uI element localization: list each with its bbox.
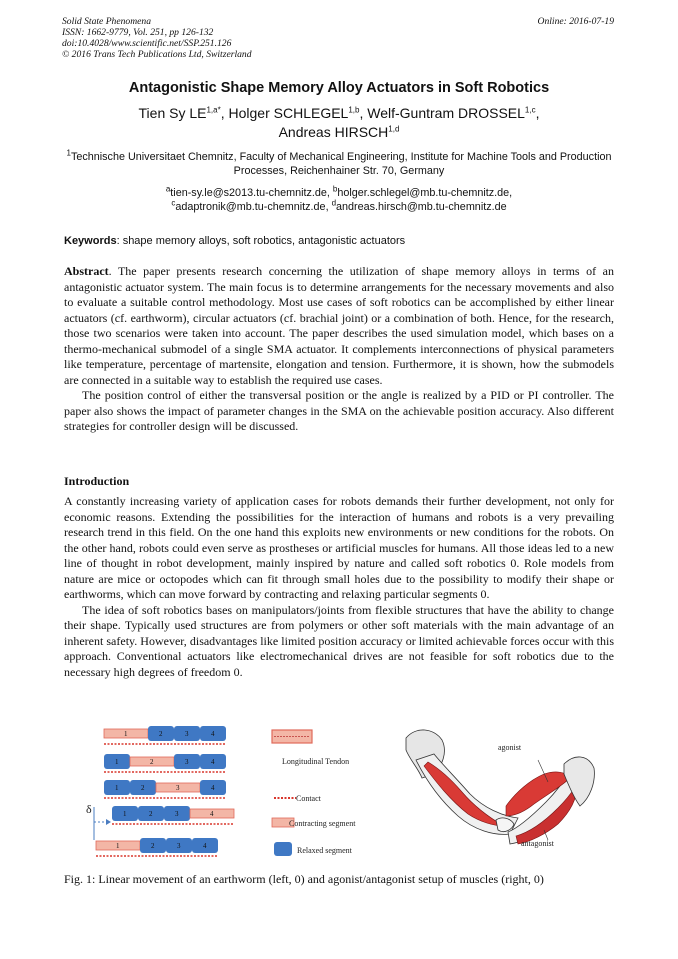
intro-paragraph: The idea of soft robotics bases on manipulators/joints from flexible structures that have the ability to change their shape. Typically used structures are from polymers or other soft materials with the main advantage of an inherent safety. However, disadvantages like limited position accuracy or limited achievable forces occur with this approach. Conventional actuators like electromechanical drives are not feasible for soft robotics due to the necessary high degrees of freedom 0. <box>64 602 614 679</box>
segment-number: 1 <box>115 758 119 766</box>
affiliation <box>62 150 616 178</box>
segment-number: 4 <box>210 810 214 818</box>
segment-number: 4 <box>203 842 207 850</box>
segment-number: 1 <box>123 810 127 818</box>
author-separator: , <box>220 105 229 121</box>
segment-number: 3 <box>176 784 180 792</box>
email-mark: d <box>331 198 337 208</box>
journal-info <box>62 16 252 60</box>
abstract-paragraph: The position control of either the transversal position or the angle is realized by a PID or PI controller. The paper also shows the impact of parameter changes in the SMA on the achievable position accuracy. Also different strategies for controller design will be discussed. <box>64 388 614 433</box>
online-date: Online: 2016-07-19 <box>537 16 614 27</box>
keywords <box>64 235 405 247</box>
segment-number: 4 <box>211 784 215 792</box>
agonist-label: agonist <box>498 743 522 752</box>
arm-muscle-figure <box>398 720 598 860</box>
introduction-body <box>64 494 614 680</box>
segment-number: 2 <box>151 842 155 850</box>
keywords-text: : shape memory alloys, soft robotics, antagonistic actuators <box>116 235 406 247</box>
author-list <box>70 104 608 142</box>
email-mark: a <box>165 184 171 194</box>
author-emails <box>62 186 616 214</box>
figure-legend <box>272 730 356 856</box>
email-address[interactable]: holger.schlegel@mb.tu-chemnitz.de, <box>337 187 513 199</box>
abstract-text: . The paper presents research concerning the utilization of shape memory alloys in terms of an antagonistic actuator system. The main focus is to determine arrangements for the necessary movements and also to evaluate a suitable control methodology. Most use cases of soft robotics can be accomplished by either linear actuators (cf. earthworm), circular actuators (cf. brachial joint) or a combination of both. Hence, for the research, those two scenarios were taken into account. The paper describes the used simulation model, which bases on a thermo-mechanical submodel of a single SMA actuator. It complements interconnections of physical parameters like temperature, percentage of martensite, elongation and tension. Furthermore, it is shown, how the submodels are connected in a suitable way to establish the required use cases. <box>64 264 614 387</box>
legend-tendon-line: Longitudinal Tendon <box>282 757 350 766</box>
author-affiliation-mark: 1,b <box>348 105 360 115</box>
email-address[interactable]: andreas.hirsch@mb.tu-chemnitz.de <box>336 201 507 213</box>
abstract-paragraph <box>64 264 614 388</box>
legend-contact-label: Contact <box>296 794 321 803</box>
legend-contracting-label: Contracting segment <box>289 819 356 828</box>
intro-paragraph: A constantly increasing variety of application cases for robots demands their further development, not only for economic reasons. Extending the possibilities for the interaction of humans and robots is a very prevailing research trend in this field. On the one hand this exploits new environments or new conditions for the robots. On the other hand, robots could even serve as prostheses or artificial muscles for humans. All those ideas led to a new line of thought in robot development, mainly inspired by nature and called soft robotics 0. Role models from nature are mice or octopodes which can fit through small holes due to the possibility to modify their shape or earthworms, which can move forward by contracting and relaxing particular segments 0. <box>64 494 614 601</box>
author-separator: , <box>535 105 540 121</box>
segment-number: 3 <box>177 842 181 850</box>
segment-number: 2 <box>159 730 163 738</box>
journal-name: Solid State Phenomena <box>62 16 151 27</box>
author-name: Holger SCHLEGEL <box>228 105 349 121</box>
earthworm-figure <box>84 722 384 868</box>
affiliation-text: Technische Universitaet Chemnitz, Faculty of Mechanical Engineering, Institute for Machine Tools and Production Processes, Reichenhainer Str. 70, Germany <box>70 151 612 177</box>
keywords-label: Keywords <box>64 235 117 247</box>
paper-title: Antagonistic Shape Memory Alloy Actuators in Soft Robotics <box>128 80 550 96</box>
abstract <box>64 264 614 435</box>
earthworm-rows <box>96 726 234 856</box>
segment-number: 2 <box>150 758 154 766</box>
journal-issn: ISSN: 1662-9779, Vol. 251, pp 126-132 <box>62 27 214 38</box>
author-affiliation-mark: 1,a* <box>206 105 221 115</box>
author-separator: , <box>359 105 368 121</box>
segment-number: 1 <box>116 842 120 850</box>
affiliation-mark: 1 <box>66 148 71 158</box>
author-name: Andreas HIRSCH <box>278 124 389 140</box>
legend-relaxed-label: Relaxed segment <box>297 846 352 855</box>
figure-caption: Fig. 1: Linear movement of an earthworm (left, 0) and agonist/antagonist setup of muscles (right, 0) <box>64 872 544 886</box>
journal-doi: doi:10.4028/www.scientific.net/SSP.251.126 <box>62 38 232 49</box>
segment-number: 4 <box>211 758 215 766</box>
segment-number: 1 <box>124 730 128 738</box>
segment-number: 1 <box>115 784 119 792</box>
delta-marker <box>86 802 111 840</box>
segment-number: 3 <box>175 810 179 818</box>
segment-number: 3 <box>185 758 189 766</box>
author-affiliation-mark: 1,d <box>388 124 400 134</box>
section-heading: Introduction <box>64 474 130 488</box>
segment-number: 3 <box>185 730 189 738</box>
segment-number: 4 <box>211 730 215 738</box>
email-mark: c <box>171 198 176 208</box>
legend-relaxed-swatch <box>274 842 292 856</box>
antagonist-label: antagonist <box>521 839 554 848</box>
legend-tendon-label <box>282 757 349 766</box>
author-affiliation-mark: 1,c <box>524 105 536 115</box>
email-address[interactable]: tien-sy.le@s2013.tu-chemnitz.de, <box>170 187 333 199</box>
email-mark: b <box>332 184 338 194</box>
author-name: Tien Sy LE <box>138 105 207 121</box>
segment-number: 2 <box>141 784 145 792</box>
abstract-label: Abstract <box>64 264 109 278</box>
journal-copyright: © 2016 Trans Tech Publications Ltd, Switzerland <box>62 49 252 60</box>
delta-label: δ <box>86 802 92 816</box>
segment-number: 2 <box>149 810 153 818</box>
email-address[interactable]: adaptronik@mb.tu-chemnitz.de, <box>175 201 332 213</box>
author-name: Welf-Guntram DROSSEL <box>367 105 525 121</box>
